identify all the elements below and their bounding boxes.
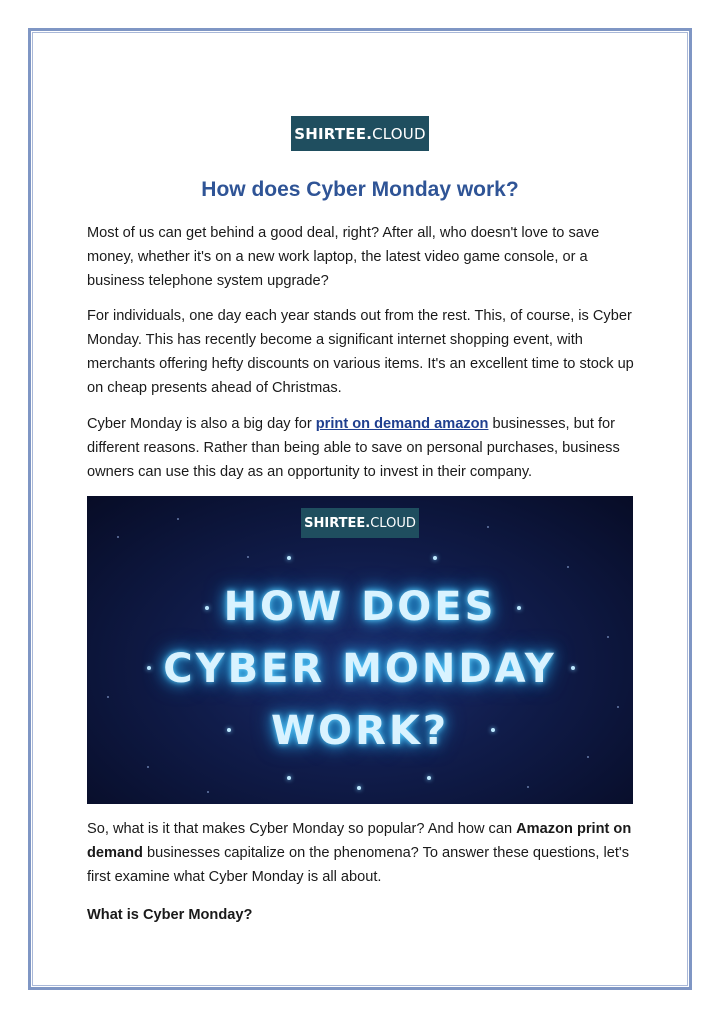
- hero-image: [87, 496, 633, 804]
- hero-headline-line2: CYBER MONDAY: [163, 646, 557, 692]
- hero-logo-light: CLOUD: [370, 515, 416, 531]
- print-on-demand-amazon-link[interactable]: print on demand amazon: [315, 416, 489, 432]
- hero-headline-line1: HOW DOES: [223, 584, 497, 630]
- paragraph-individuals: For individuals, one day each year stands out from the rest. This, of course, is Cyber Monday. This has recently become a significant internet shopping event, with merchants offering hefty discounts on various items. It's an excellent time to stock up on cheap presents ahead of Christmas.: [87, 308, 634, 396]
- paragraph-businesses: [87, 412, 639, 484]
- section-heading-what-is-cyber-monday: What is Cyber Monday?: [87, 907, 253, 923]
- logo-light-text: CLOUD: [372, 124, 426, 143]
- logo-bold-text: SHIRTEE: [294, 124, 367, 143]
- paragraph-text: businesses capitalize on the phenomena? To answer these questions, let's first examine what Cyber Monday is all about.: [87, 845, 629, 885]
- hero-logo-dot: .: [365, 515, 371, 531]
- paragraph-text: Cyber Monday is also a big day for: [87, 416, 316, 432]
- hero-headline-line3: WORK?: [270, 708, 450, 754]
- amazon-print-on-demand-bold: Amazon print on demand: [87, 821, 632, 861]
- logo-dot: .: [366, 124, 373, 143]
- hero-logo: [301, 508, 419, 538]
- shirtee-cloud-logo[interactable]: [291, 116, 429, 151]
- paragraph-intro: Most of us can get behind a good deal, right? After all, who doesn't love to save money, whether it's on a new work laptop, the latest video game console, or a business telephone system upgrade?: [87, 225, 600, 289]
- paragraph-popularity: [87, 817, 639, 889]
- paragraph-text: businesses, but for different reasons. Rather than being able to save on personal purchases, business owners can use this day as an opportunity to invest in their company.: [87, 416, 620, 480]
- hero-logo-bold: SHIRTEE: [304, 515, 366, 531]
- page-title: How does Cyber Monday work?: [201, 178, 519, 201]
- paragraph-text: So, what is it that makes Cyber Monday so popular? And how can: [87, 821, 517, 837]
